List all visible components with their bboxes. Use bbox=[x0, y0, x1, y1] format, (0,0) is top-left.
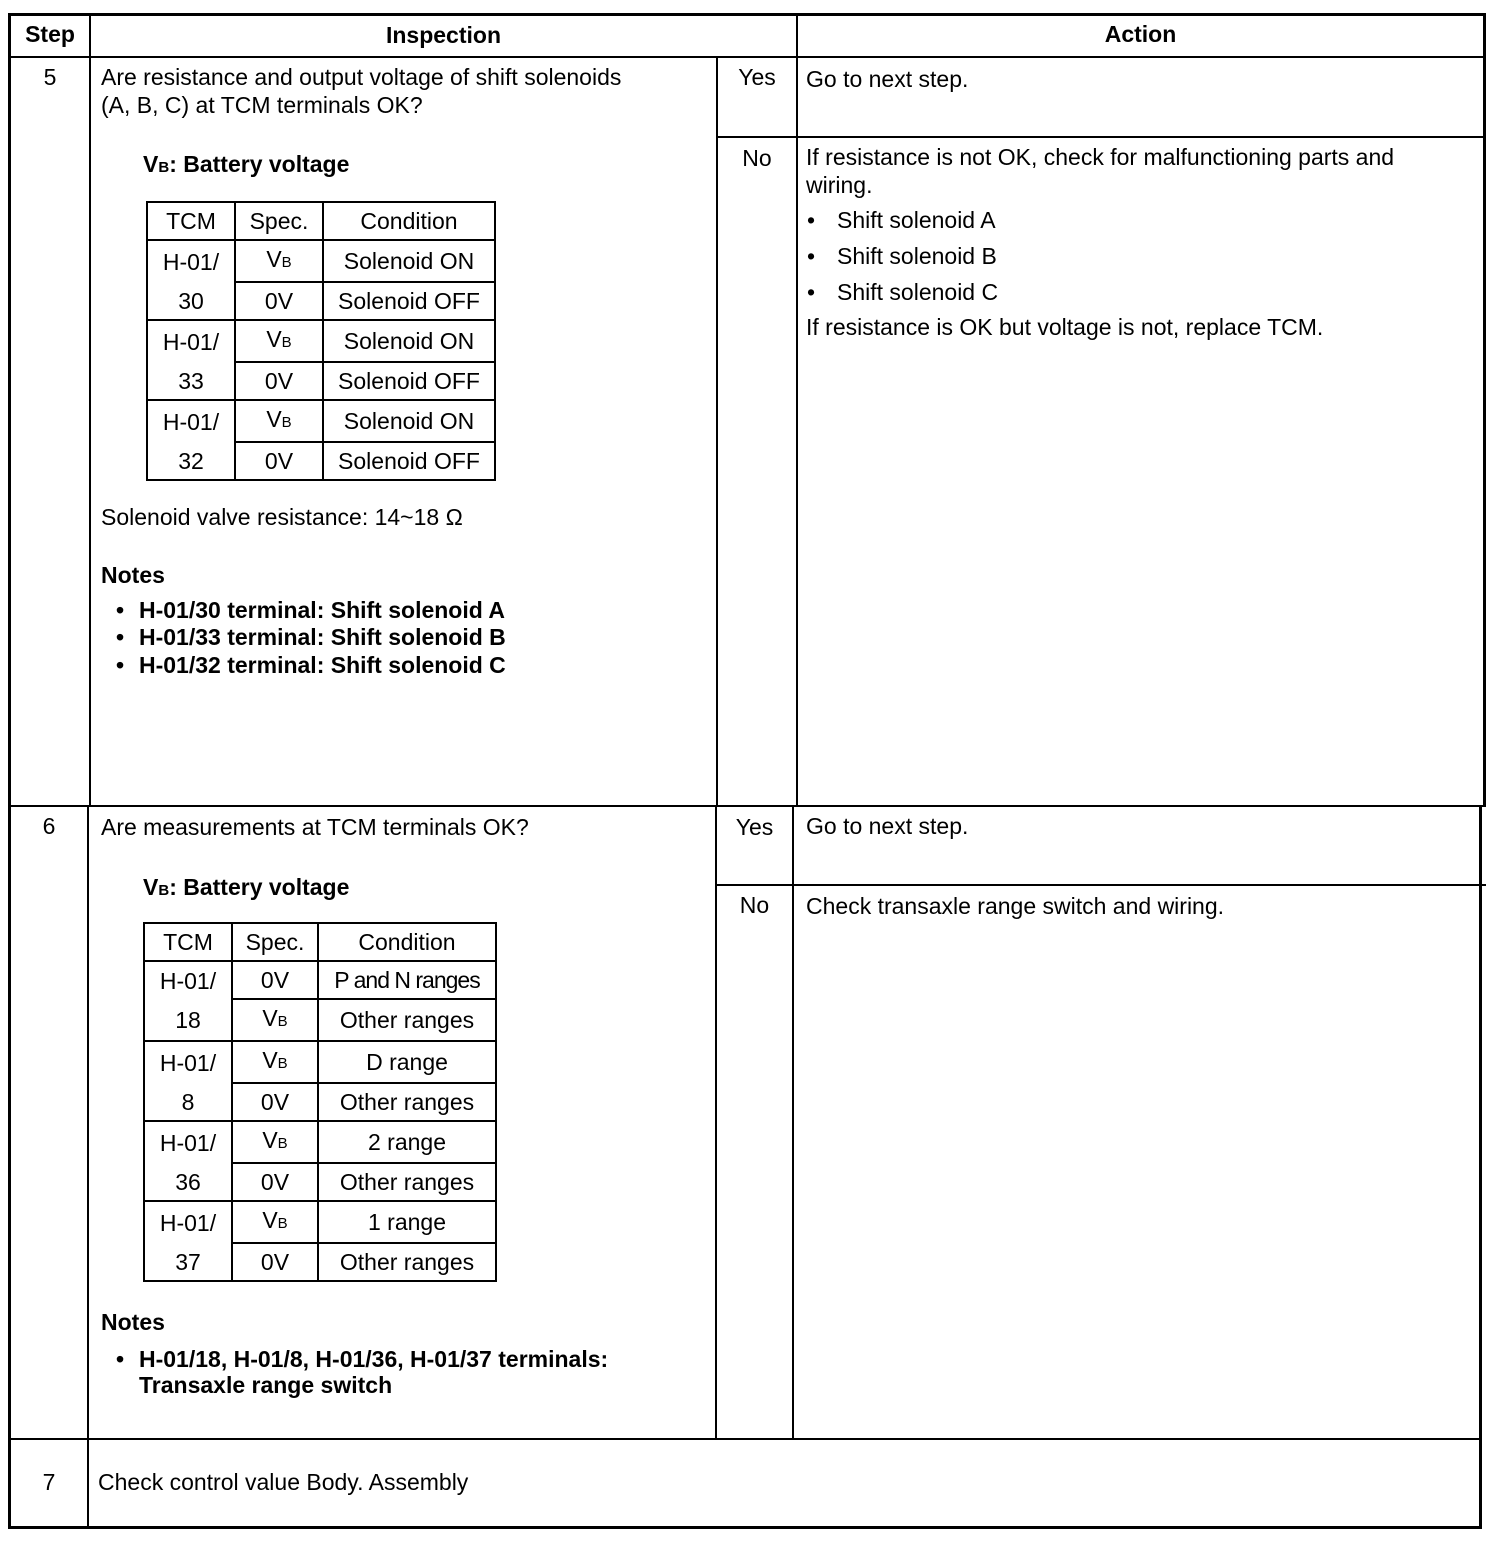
col-header-tcm: TCM bbox=[144, 923, 232, 961]
header-step: Step bbox=[25, 21, 75, 47]
yes-action: Go to next step. bbox=[806, 813, 969, 839]
table-row bbox=[144, 1201, 496, 1243]
bullet-icon: • bbox=[807, 243, 816, 269]
vb-label: VB: Battery voltage bbox=[143, 874, 350, 900]
yes-action: Go to next step. bbox=[806, 66, 969, 92]
bullet-icon: • bbox=[807, 279, 816, 305]
bullet-icon: • bbox=[807, 207, 816, 233]
bullet-icon: • bbox=[116, 1346, 125, 1372]
resistance-spec: Solenoid valve resistance: 14~18 Ω bbox=[101, 504, 463, 530]
condition-cell: Solenoid ON bbox=[323, 320, 495, 362]
spec-cell: VB bbox=[232, 1201, 318, 1243]
note-item: H-01/32 terminal: Shift solenoid C bbox=[139, 652, 506, 678]
header-inspection: Inspection bbox=[385, 22, 501, 48]
spec-cell: 0V bbox=[232, 1083, 318, 1121]
no-action: Check transaxle range switch and wiring. bbox=[806, 893, 1225, 919]
table-row bbox=[147, 400, 495, 442]
step-number: 6 bbox=[42, 813, 56, 839]
action-item: Shift solenoid A bbox=[837, 207, 996, 233]
notes-title: Notes bbox=[101, 562, 165, 588]
no-action-cont: wiring. bbox=[806, 172, 873, 198]
table-row bbox=[144, 999, 496, 1041]
no-action: If resistance is not OK, check for malfunctioning parts and bbox=[806, 144, 1395, 170]
spec-cell: 0V bbox=[235, 282, 323, 320]
tcm-cell: 33 bbox=[147, 362, 235, 400]
col-header-spec: Spec. bbox=[232, 923, 318, 961]
condition-cell: P and N ranges bbox=[318, 961, 496, 999]
condition-cell: D range bbox=[318, 1041, 496, 1083]
table-row bbox=[147, 320, 495, 362]
condition-cell: Other ranges bbox=[318, 1083, 496, 1121]
table-row bbox=[144, 1243, 496, 1281]
spec-cell: 0V bbox=[232, 1163, 318, 1201]
condition-cell: Solenoid ON bbox=[323, 240, 495, 282]
condition-cell: Solenoid OFF bbox=[323, 362, 495, 400]
spec-cell: VB bbox=[232, 1121, 318, 1163]
col-header-condition: Condition bbox=[323, 202, 495, 240]
inspection-question: Are resistance and output voltage of shift solenoids bbox=[101, 64, 622, 90]
spec-cell: VB bbox=[232, 1041, 318, 1083]
condition-cell: Solenoid OFF bbox=[323, 282, 495, 320]
table-row bbox=[144, 961, 496, 999]
note-item: H-01/30 terminal: Shift solenoid A bbox=[139, 597, 505, 623]
tcm-cell: H-01/ bbox=[144, 1121, 232, 1163]
condition-cell: Other ranges bbox=[318, 1243, 496, 1281]
bullet-icon: • bbox=[116, 652, 125, 678]
table-row bbox=[144, 1163, 496, 1201]
condition-cell: Other ranges bbox=[318, 1163, 496, 1201]
condition-cell: 2 range bbox=[318, 1121, 496, 1163]
yes-label: Yes bbox=[735, 814, 774, 840]
tcm-cell: 36 bbox=[144, 1163, 232, 1201]
spec-table bbox=[146, 201, 496, 481]
spec-cell: VB bbox=[235, 400, 323, 442]
table-row bbox=[147, 240, 495, 282]
header-action: Action bbox=[1104, 21, 1177, 47]
no-action-tail: If resistance is OK but voltage is not, replace TCM. bbox=[806, 314, 1324, 340]
spec-cell: 0V bbox=[232, 961, 318, 999]
tcm-cell: H-01/ bbox=[147, 400, 235, 442]
inspection-question: Are measurements at TCM terminals OK? bbox=[101, 814, 529, 840]
condition-cell: Solenoid OFF bbox=[323, 442, 495, 480]
tcm-cell: 32 bbox=[147, 442, 235, 480]
inspection-text: Check control value Body. Assembly bbox=[98, 1469, 469, 1495]
step-number: 7 bbox=[42, 1469, 56, 1495]
tcm-cell: 8 bbox=[144, 1083, 232, 1121]
action-item: Shift solenoid C bbox=[837, 279, 999, 305]
note-item-cont: Transaxle range switch bbox=[139, 1372, 393, 1398]
condition-cell: Solenoid ON bbox=[323, 400, 495, 442]
tcm-cell: H-01/ bbox=[144, 1201, 232, 1243]
spec-cell: 0V bbox=[235, 362, 323, 400]
no-label: No bbox=[742, 145, 772, 171]
inspection-question-cont: (A, B, C) at TCM terminals OK? bbox=[101, 92, 423, 118]
table-row bbox=[144, 1041, 496, 1083]
vb-label: VB: Battery voltage bbox=[143, 151, 350, 177]
spec-cell: VB bbox=[232, 999, 318, 1041]
tcm-cell: 37 bbox=[144, 1243, 232, 1281]
table-row bbox=[144, 1083, 496, 1121]
action-item: Shift solenoid B bbox=[837, 243, 997, 269]
spec-table bbox=[143, 922, 497, 1282]
condition-cell: Other ranges bbox=[318, 999, 496, 1041]
step-number: 5 bbox=[43, 64, 57, 90]
tcm-cell: 30 bbox=[147, 282, 235, 320]
yes-label: Yes bbox=[738, 64, 776, 90]
table-row bbox=[144, 1121, 496, 1163]
note-item: H-01/33 terminal: Shift solenoid B bbox=[139, 624, 506, 650]
spec-cell: 0V bbox=[235, 442, 323, 480]
tcm-cell: H-01/ bbox=[147, 240, 235, 282]
spec-cell: VB bbox=[235, 240, 323, 282]
bullet-icon: • bbox=[116, 597, 125, 623]
col-header-condition: Condition bbox=[318, 923, 496, 961]
spec-cell: 0V bbox=[232, 1243, 318, 1281]
table-row bbox=[147, 362, 495, 400]
bullet-icon: • bbox=[116, 624, 125, 650]
tcm-cell: H-01/ bbox=[144, 1041, 232, 1083]
col-header-tcm: TCM bbox=[147, 202, 235, 240]
spec-cell: VB bbox=[235, 320, 323, 362]
table-row bbox=[147, 442, 495, 480]
note-item: H-01/18, H-01/8, H-01/36, H-01/37 terminals: bbox=[139, 1346, 609, 1372]
notes-title: Notes bbox=[101, 1309, 165, 1335]
tcm-cell: H-01/ bbox=[147, 320, 235, 362]
tcm-cell: 18 bbox=[144, 999, 232, 1041]
tcm-cell: H-01/ bbox=[144, 961, 232, 999]
condition-cell: 1 range bbox=[318, 1201, 496, 1243]
no-label: No bbox=[739, 892, 770, 918]
col-header-spec: Spec. bbox=[235, 202, 323, 240]
table-row bbox=[147, 282, 495, 320]
